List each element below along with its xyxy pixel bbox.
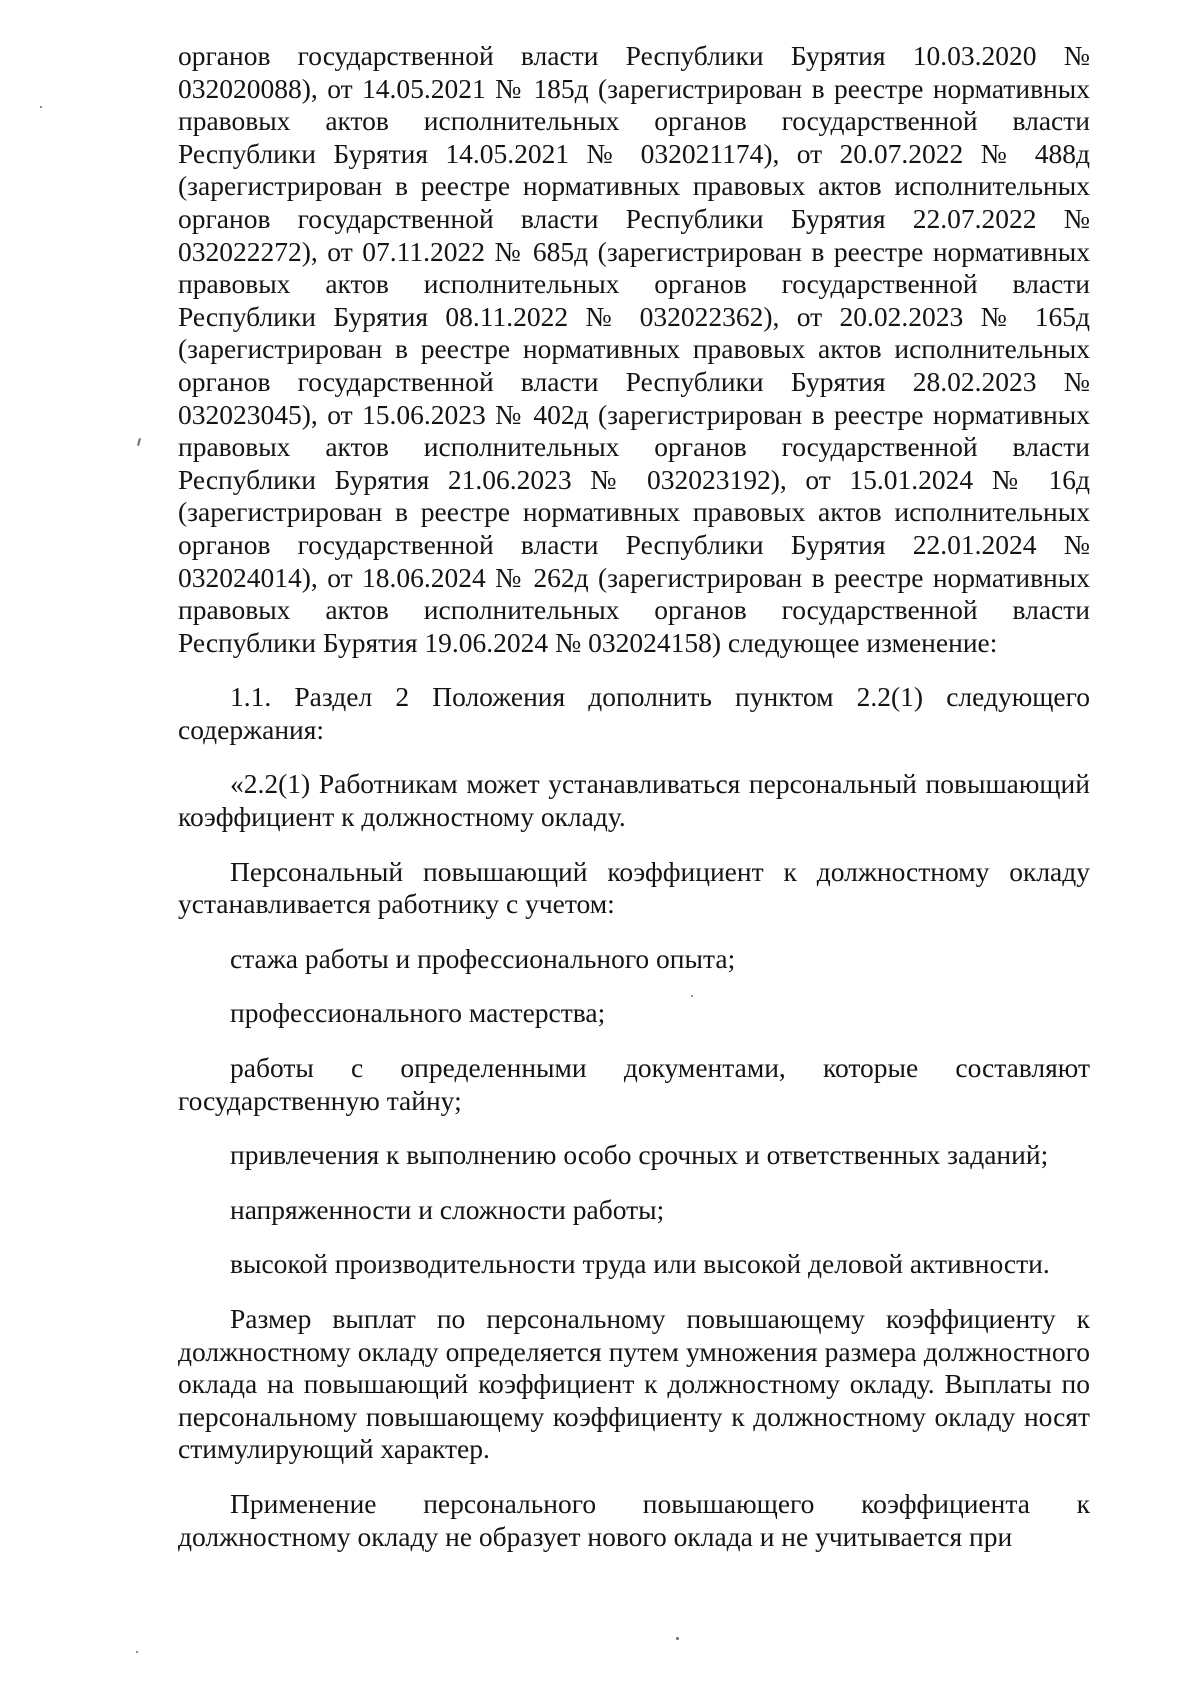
criteria-item: работы с определенными документами, которые составляют государственную тайну; bbox=[178, 1052, 1090, 1116]
clause-1-1: 1.1. Раздел 2 Положения дополнить пунктом 2.2(1) следующего содержания: bbox=[178, 681, 1090, 745]
point-2-2-1: «2.2(1) Работникам может устанавливаться персональный повышающий коэффициент к должностному окладу. bbox=[178, 768, 1090, 833]
scan-speck bbox=[40, 106, 42, 108]
scan-speck bbox=[691, 995, 693, 997]
scan-speck bbox=[676, 1637, 679, 1640]
criteria-item: высокой производительности труда или высокой деловой активности. bbox=[230, 1248, 1050, 1280]
criteria-item: профессионального мастерства; bbox=[230, 997, 606, 1029]
criteria-item: стажа работы и профессионального опыта; bbox=[230, 942, 736, 974]
payment-paragraph: Размер выплат по персональному повышающему коэффициенту к должностному окладу определяется путем умножения размера должностного оклада на повышающий коэффициент к должностному окладу. Выплаты по персональному повышающему коэффициенту к должностному окладу носят стимулирующий характер. bbox=[178, 1303, 1090, 1465]
criteria-item: привлечения к выполнению особо срочных и ответственных заданий; bbox=[230, 1139, 1049, 1171]
criteria-item: напряженности и сложности работы; bbox=[230, 1193, 665, 1225]
document-body bbox=[178, 40, 1090, 1575]
application-paragraph: Применение персонального повышающего коэффициента к должностному окладу не образует нового оклада и не учитывается при bbox=[178, 1487, 1090, 1552]
criteria-intro: Персональный повышающий коэффициент к должностному окладу устанавливается работнику с учетом: bbox=[178, 855, 1090, 920]
scan-speck bbox=[136, 1651, 138, 1653]
scan-speck bbox=[137, 438, 141, 446]
lead-paragraph: органов государственной власти Республики Бурятия 10.03.2020 № 032020088), от 14.05.2021 № 185д (зарегистрирован в реестре нормативных правовых актов исполнительных органов государственной власти Республики Бурятия 14.05.2021 № 032021174), от 20.07.2022 № 488д (зарегистрирован в реестре нормативных правовых актов исполнительных органов государственной власти Республики Бурятия 22.07.2022 № 032022272), от 07.11.2022 № 685д (зарегистрирован в реестре нормативных правовых актов исполнительных органов государственной власти Республики Бурятия 08.11.2022 № 032022362), от 20.02.2023 № 165д (зарегистрирован в реестре нормативных правовых актов исполнительных органов государственной власти Республики Бурятия 28.02.2023 № 032023045), от 15.06.2023 № 402д (зарегистрирован в реестре нормативных правовых актов исполнительных органов государственной власти Республики Бурятия 21.06.2023 № 032023192), от 15.01.2024 № 16д (зарегистрирован в реестре нормативных правовых актов исполнительных органов государственной власти Республики Бурятия 22.01.2024 № 032024014), от 18.06.2024 № 262д (зарегистрирован в реестре нормативных правовых актов исполнительных органов государственной власти Республики Бурятия 19.06.2024 № 032024158) следующее изменение: bbox=[178, 40, 1090, 658]
